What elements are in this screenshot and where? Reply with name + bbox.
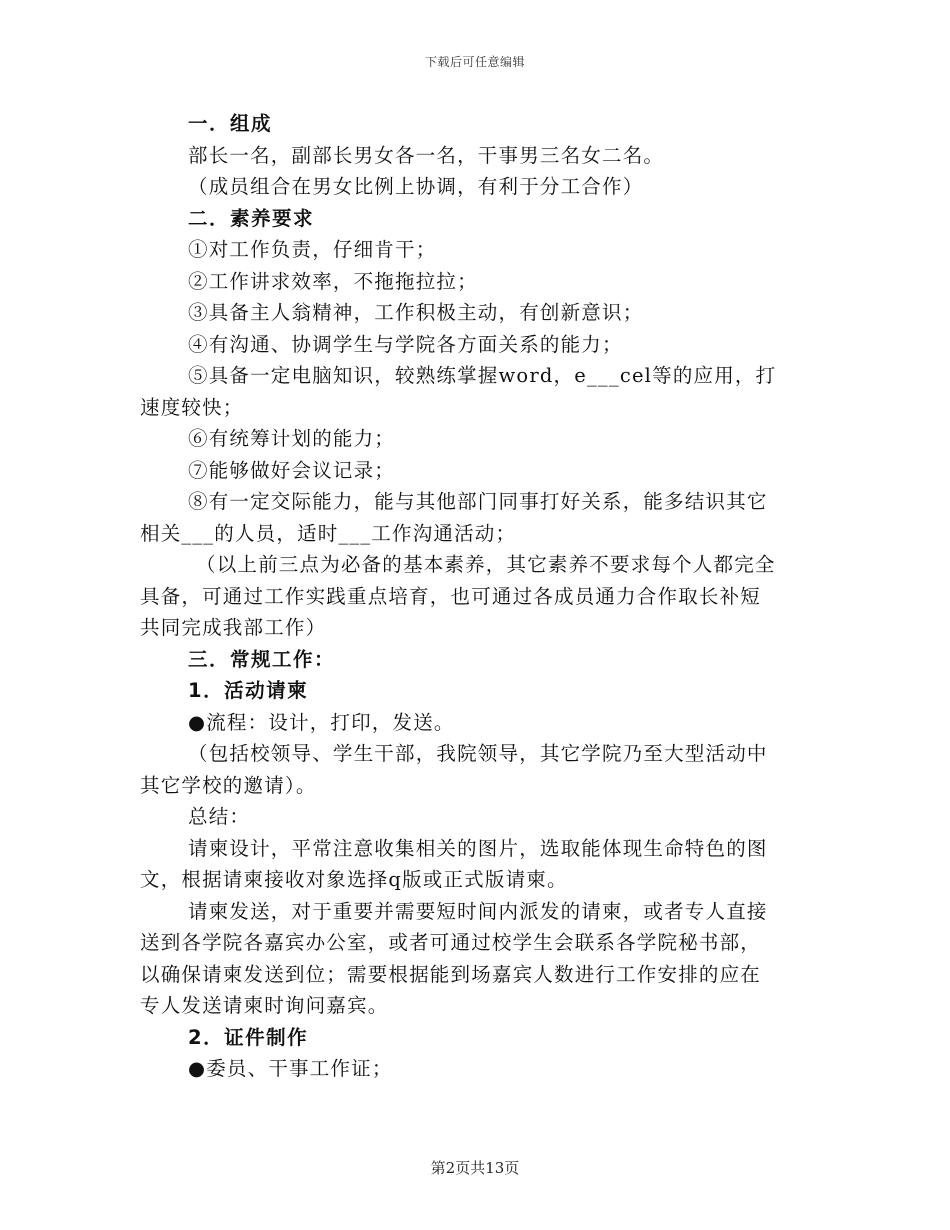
paragraph-line: 其它学校的邀请）。 xyxy=(140,773,317,797)
section-heading: 2．证件制作 xyxy=(188,1025,309,1049)
paragraph-line: （成员组合在男女比例上协调，有利于分工合作） xyxy=(188,175,644,198)
paragraph-line: 速度较快； xyxy=(140,395,244,419)
paragraph-line: ③具备主人翁精神，工作积极主动，有创新意识； xyxy=(188,301,644,324)
paragraph-line: 共同完成我部工作） xyxy=(140,616,327,639)
paragraph-line: 送到各学院各嘉宾办公室，或者可通过校学生会联系各学院秘书部， xyxy=(140,931,762,954)
paragraph-line: ④有沟通、协调学生与学院各方面关系的能力； xyxy=(188,332,623,356)
page-footer: 第2页共13页 xyxy=(430,1159,520,1177)
paragraph-line: 请柬设计，平常注意收集相关的图片，选取能体现生命特色的图 xyxy=(188,836,768,860)
paragraph-line: ⑦能够做好会议记录； xyxy=(188,458,396,482)
paragraph-line: ②工作讲求效率，不拖拖拉拉； xyxy=(188,269,478,293)
section-heading: 二．素养要求 xyxy=(188,206,315,230)
paragraph-line: 总结： xyxy=(188,805,251,828)
paragraph-line: 请柬发送，对于重要并需要短时间内派发的请柬，或者专人直接 xyxy=(188,899,768,923)
paragraph-line: 相关___的人员，适时___工作沟通活动； xyxy=(140,521,517,545)
paragraph-line: 具备，可通过工作实践重点培育，也可通过各成员通力合作取长补短 xyxy=(140,584,762,608)
section-heading: 三．常规工作： xyxy=(188,647,336,671)
paragraph-line: （以上前三点为必备的基本素养，其它素养不要求每个人都完全 xyxy=(196,553,776,576)
paragraph-line: 文，根据请柬接收对象选择q版或正式版请柬。 xyxy=(140,868,568,891)
paragraph-line: ●流程：设计，打印，发送。 xyxy=(188,710,455,734)
document-body xyxy=(140,108,800,1085)
paragraph-line: 部长一名，副部长男女各一名，干事男三名女二名。 xyxy=(188,143,665,167)
paragraph-line: ⑧有一定交际能力，能与其他部门同事打好关系，能多结识其它 xyxy=(188,490,768,513)
page-header: 下载后可任意编辑 xyxy=(424,55,525,69)
section-heading: 一．组成 xyxy=(188,112,273,135)
paragraph-line: 专人发送请柬时询问嘉宾。 xyxy=(140,994,389,1017)
paragraph-line: ⑤具备一定电脑知识，较熟练掌握word，e___cel等的应用，打 xyxy=(188,364,777,387)
section-heading: 1．活动请柬 xyxy=(188,679,309,702)
paragraph-line: 以确保请柬发送到位；需要根据能到场嘉宾人数进行工作安排的应在 xyxy=(140,962,762,986)
paragraph-line: ●委员、干事工作证； xyxy=(188,1057,393,1080)
paragraph-line: （包括校领导、学生干部，我院领导，其它学院乃至大型活动中 xyxy=(188,742,768,765)
paragraph-line: ⑥有统筹计划的能力； xyxy=(188,427,396,450)
paragraph-line: ①对工作负责，仔细肯干； xyxy=(188,238,437,261)
